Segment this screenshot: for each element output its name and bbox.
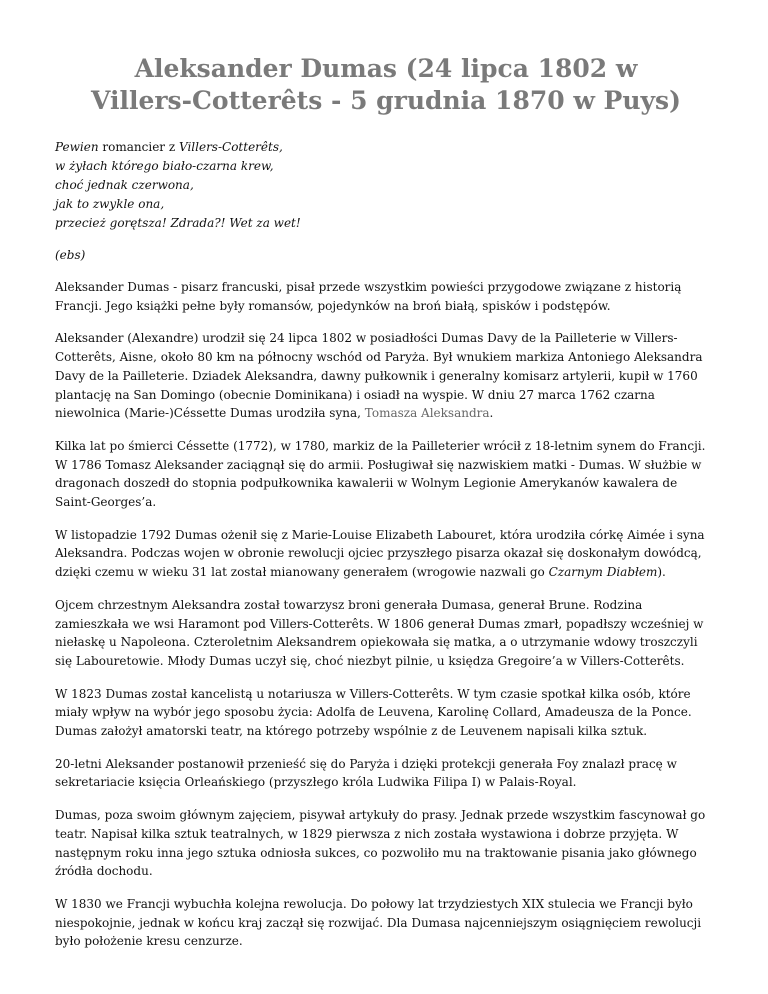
paragraph-2-end: . [489, 406, 494, 421]
paragraph-4-text: W listopadzie 1792 Dumas ożenił się z Marie-Louise Elizabeth Labouret, która urodziła córkę Aimée i syna Aleksandra. Podczas wojen w obronie rewolucji ojciec przyszłego pisarza okazał się doskonałym dowódcą, dzięki czemu w wieku 31 lat został mianowany generałem (wrogowie nazwali go [55, 527, 705, 580]
paragraph-2-text: Aleksander (Alexandre) urodził się 24 lipca 1802 w posiadłości Dumas Davy de la Pailleterie w Villers-Cotterêts, Aisne, około 80 km na północny wschód od Paryża. Był wnukiem markiza Antoniego Aleksandra Davy de la Pailleterie. Dziadek Aleksandra, dawny pułkownik i generalny komisarz artylerii, kupił w 1760 plantację na San Domingo (obecnie Dominikana) i osiadł na wyspie. W dniu 27 marca 1762 czarna niewolnica (Marie-)Céssette Dumas urodziła syna, [55, 331, 703, 421]
paragraph-5: Ojcem chrzestnym Aleksandra został towarzysz broni generała Dumasa, generał Brune. Rodzina zamieszkała we wsi Haramont pod Villers-Cotterêts. W 1806 generał Dumas zmarł, popadłszy wcześniej w niełaskę u Napoleona. Czteroletnim Aleksandrem opiekowała się matka, a o utrzymanie wdowy troszczyli się Labouretowie. Młody Dumas uczył się, choć niezbyt pilnie, u księdza Gregoire’a w Villers-Cotterêts. [55, 597, 704, 668]
poem-line-1c: Villers-Cotterêts, [179, 140, 283, 154]
title-line-1: Aleksander Dumas (24 lipca 1802 w [134, 54, 638, 83]
paragraph-1: Aleksander Dumas - pisarz francuski, pisał przede wszystkim powieści przygodowe związane z historią Francji. Jego książki pełne były romansów, pojedynków na broń białą, spisków i podstępów. [55, 280, 682, 313]
tomasz-aleksander-link[interactable]: Tomasza Aleksandra [364, 406, 490, 421]
poem-line-4: jak to zwykle ona, [55, 197, 165, 211]
czarny-diabel-emphasis: Czarnym Diabłem [548, 565, 658, 580]
paragraph-4-end: ). [657, 565, 666, 580]
paragraph-2 [55, 329, 715, 423]
poem-signature: (ebs) [55, 248, 86, 262]
poem-line-5: przecież gorętsza! Zdrada?! Wet za wet! [55, 216, 301, 230]
poem-line-3: choć jednak czerwona, [55, 178, 194, 192]
paragraph-4 [55, 526, 715, 582]
page-title [55, 53, 717, 117]
paragraph-7: 20-letni Aleksander postanowił przenieść się do Paryża i dzięki protekcji generała Foy znalazł pracę w sekretariacie księcia Orleańskiego (przyszłego króla Ludwika Filipa I) w Palais-Royal. [55, 756, 677, 790]
paragraph-8: Dumas, poza swoim głównym zajęciem, pisywał artykuły do prasy. Jednak przede wszystkim fascynował go teatr. Napisał kilka sztuk teatralnych, w 1829 pierwsza z nich została wystawiona i dobrze przyjęta. W następnym roku inna jego sztuka odniosła sukces, co pozwoliło mu na traktowanie pisania jako głównego źródła dochodu. [55, 808, 706, 879]
poem-line-2: w żyłach którego biało-czarna krew, [55, 159, 274, 173]
poem-line-1b: romancier z [102, 140, 176, 154]
title-line-2: Villers-Cotterêts - 5 grudnia 1870 w Puys) [91, 86, 681, 115]
paragraph-3: Kilka lat po śmierci Céssette (1772), w 1780, markiz de la Pailleterier wrócił z 18-letnim synem do Francji. W 1786 Tomasz Aleksander zaciągnął się do armii. Posługiwał się nazwiskiem matki - Dumas. W służbie w dragonach doszedł do stopnia podpułkownika kawalerii w Wolnym Legionie Amerykanów kawalera de Saint-Georges’a. [55, 438, 706, 510]
paragraph-9: W 1830 we Francji wybuchła kolejna rewolucja. Do połowy lat trzydziestych XIX stulecia we Francji było niespokojnie, jednak w końcu kraj zaczął się rozwijać. Dla Dumasa najcenniejszym osiągnięciem rewolucji było położenie kresu cenzurze. [55, 896, 702, 949]
poem-line-1a: Pewien [55, 140, 99, 154]
poem [55, 138, 715, 233]
paragraph-6: W 1823 Dumas został kancelistą u notariusza w Villers-Cotterêts. W tym czasie spotkał kilka osób, które miały wpływ na wybór jego sposobu życia: Adolfa de Leuvena, Karolinę Collard, Amadeusza de la Ponce. Dumas założył amatorski teatr, na którego potrzeby wspólnie z de Leuvenem napisali kilka sztuk. [55, 686, 692, 739]
